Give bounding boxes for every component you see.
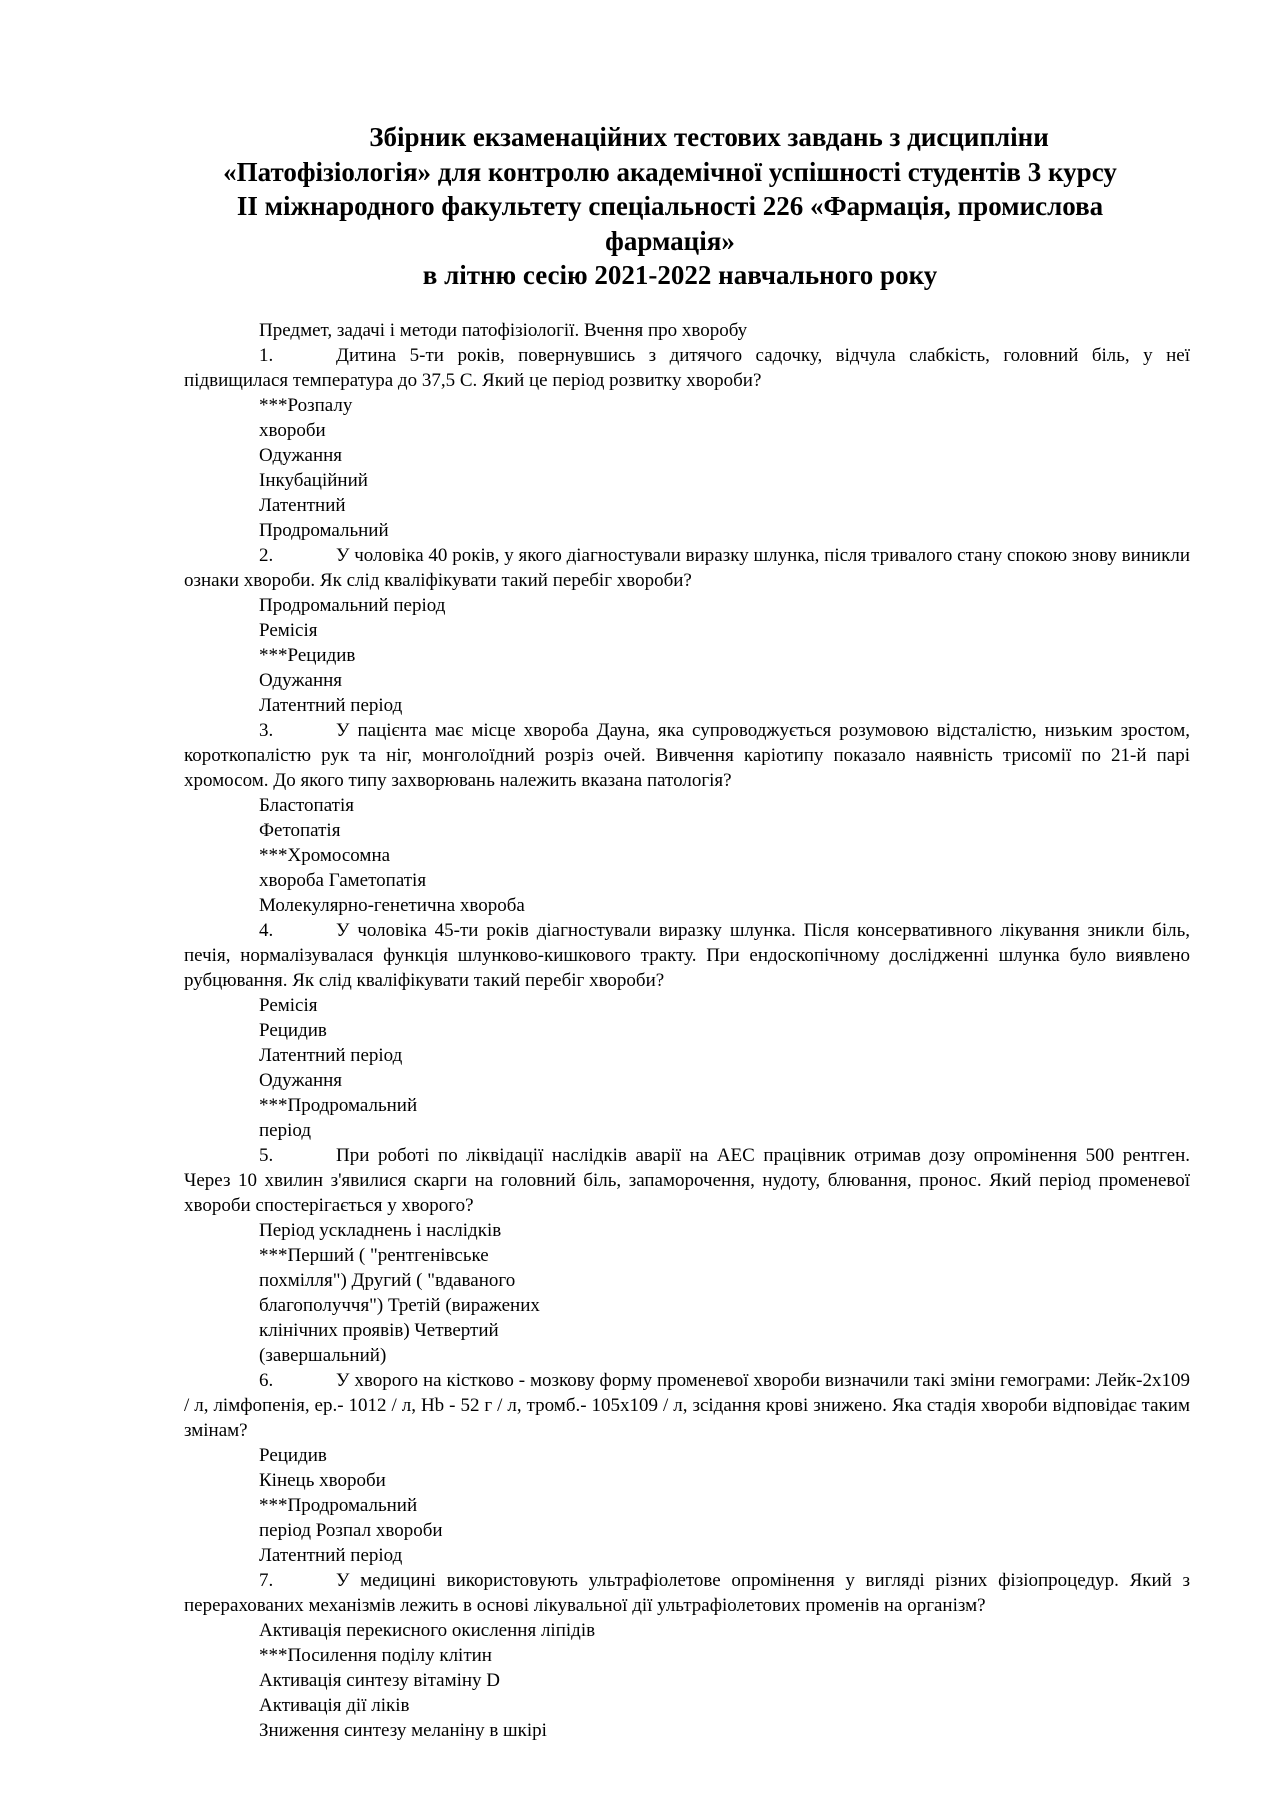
answer-option: Активація синтезу вітаміну D (259, 1670, 501, 1691)
question-body: У пацієнта має місце хвороба Дауна, яка супроводжується розумовою відсталістю, низьким зростом, короткопалістю рук та ніг, монголоїдний розріз очей. Вивчення каріотипу показало наявність трисомії по 21-й парі хромосом. До якого типу захворювань належить вказана патологія? (184, 720, 1190, 791)
title-line: «Патофізіологія» для контролю академічної успішності студентів 3 курсу (223, 156, 1117, 187)
answer-option: клінічних проявів) Четвертий (259, 1320, 499, 1341)
question-body: У чоловіка 40 років, у якого діагностували виразку шлунка, після тривалого стану спокою знову виникли ознаки хвороби. Як слід кваліфікувати такий перебіг хвороби? (184, 545, 1190, 591)
answer-option: Продромальний період (259, 595, 446, 616)
answer-option: Одужання (259, 1070, 343, 1091)
question-body: У чоловіка 45-ти років діагностували виразку шлунка. Після консервативного лікування зникли біль, печія, нормалізувалася функція шлунково-кишкового тракту. При ендоскопічному дослідженні шлунка було виявлено рубцювання. Як слід кваліфікувати такий перебіг хвороби? (184, 920, 1190, 991)
answer-option: Активація дії ліків (259, 1695, 410, 1716)
answer-option: Фетопатія (259, 820, 341, 841)
answer-option-correct: ***Посилення поділу клітин (259, 1645, 492, 1666)
document-body (184, 318, 1190, 1743)
question-number: 6. (259, 1370, 274, 1391)
question-number: 3. (259, 720, 274, 741)
answer-option: (завершальний) (259, 1345, 387, 1366)
title-line: в літню сесію 2021-2022 навчального року (422, 260, 938, 290)
question-body: Дитина 5-ти років, повернувшись з дитячого садочку, відчула слабкість, головний біль, у неї підвищилася температура до 37,5 С. Який це період розвитку хвороби? (184, 345, 1190, 391)
answer-option-correct: ***Продромальний (259, 1095, 418, 1116)
answer-option-correct: ***Рецидив (259, 645, 356, 666)
answer-option: Ремісія (259, 620, 318, 641)
question-text (184, 1368, 1190, 1443)
answer-option: хвороби (259, 420, 326, 441)
section-heading: Предмет, задачі і методи патофізіології. Вчення про хворобу (259, 320, 748, 341)
question-body: У хворого на кістково - мозкову форму променевої хвороби визначили такі зміни гемограми: Лейк-2х109 / л, лімфопенія, ер.- 1012 / л, Hb - 52 г / л, тромб.- 105х109 / л, зсідання крові знижено. Яка стадія хвороби відповідає таким змінам? (184, 1370, 1190, 1441)
question-body: У медицині використовують ультрафіолетове опромінення у вигляді різних фізіопроцедур. Який з перерахованих механізмів лежить в основі лікувальної дії ультрафіолетових променів на організм? (184, 1570, 1190, 1616)
answer-option-correct: ***Продромальний (259, 1495, 418, 1516)
answer-option: Латентний період (259, 1045, 403, 1066)
question-number: 2. (259, 545, 274, 566)
answer-option: Латентний період (259, 1545, 403, 1566)
answer-option: Рецидив (259, 1445, 327, 1466)
answer-option-correct: ***Хромосомна (259, 845, 391, 866)
title-line: ІІ міжнародного факультету спеціальності 226 «Фармація, промислова (236, 191, 1104, 221)
title-line: фармація» (605, 225, 735, 256)
answer-option: Бластопатія (259, 795, 354, 816)
answer-option: Інкубаційний (259, 470, 368, 491)
answer-option: Рецидив (259, 1020, 327, 1041)
answer-option: хвороба Гаметопатія (259, 870, 427, 891)
answer-option: Ремісія (259, 995, 318, 1016)
question-text (184, 543, 1190, 593)
answer-option: Зниження синтезу меланіну в шкірі (259, 1720, 547, 1741)
answer-option: період (259, 1120, 311, 1141)
question-text (184, 1568, 1190, 1618)
answer-option: період Розпал хвороби (259, 1520, 443, 1541)
question-text (184, 1143, 1190, 1218)
answer-option: Кінець хвороби (259, 1470, 386, 1491)
answer-option: Активація перекисного окислення ліпідів (259, 1620, 596, 1641)
answer-option: благополуччя") Третій (виражених (259, 1295, 540, 1316)
answer-option: Латентний період (259, 695, 403, 716)
question-number: 4. (259, 920, 274, 941)
answer-option: похмілля") Другий ( "вдаваного (259, 1270, 516, 1291)
answer-option-correct: ***Перший ( "рентгенівське (259, 1245, 489, 1266)
answer-option: Молекулярно-генетична хвороба (259, 895, 525, 916)
answer-option: Одужання (259, 445, 343, 466)
answer-option: Одужання (259, 670, 343, 691)
question-text (184, 918, 1190, 993)
question-number: 7. (259, 1570, 274, 1591)
answer-option: Продромальний (259, 520, 389, 541)
title-line: Збірник екзаменаційних тестових завдань з дисципліни (369, 122, 1049, 152)
question-number: 1. (259, 345, 274, 366)
answer-option: Період ускладнень і наслідків (259, 1220, 502, 1241)
question-body: При роботі по ліквідації наслідків аварії на АЕС працівник отримав дозу опромінення 500 рентген. Через 10 хвилин з'явилися скарги на головний біль, запаморочення, нудоту, блювання, пронос. Який період променевої хвороби спостерігається у хворого? (184, 1145, 1190, 1216)
document-title (150, 120, 1190, 293)
question-text (184, 343, 1190, 393)
question-number: 5. (259, 1145, 274, 1166)
answer-option-correct: ***Розпалу (259, 395, 353, 416)
answer-option: Латентний (259, 495, 346, 516)
question-text (184, 718, 1190, 793)
